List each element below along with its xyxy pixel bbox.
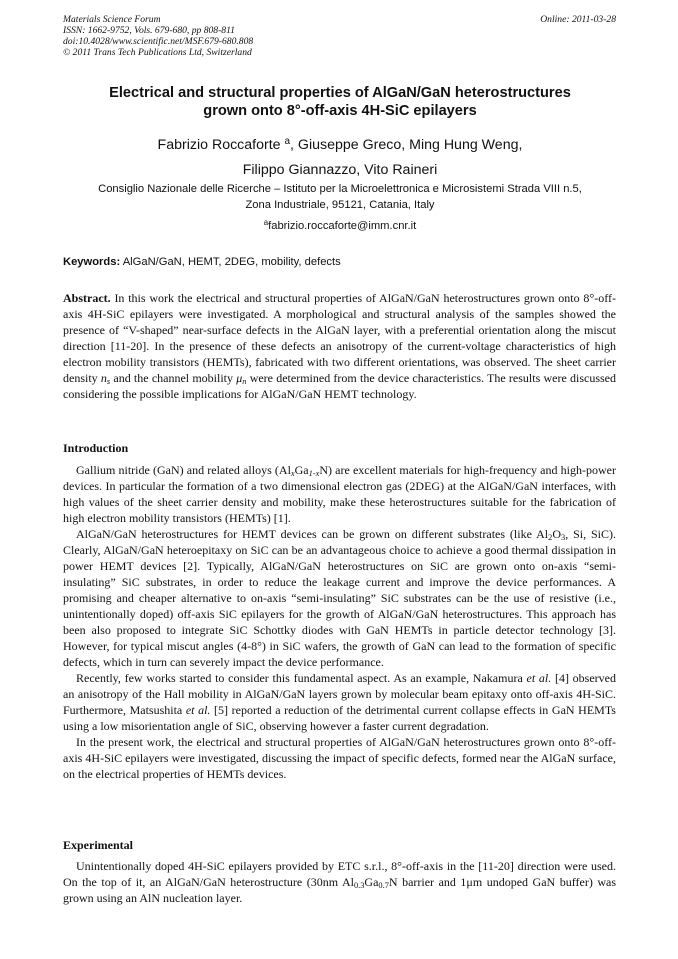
copyright-line: © 2011 Trans Tech Publications Ltd, Switzerland: [63, 47, 252, 58]
affiliation: [40, 181, 640, 213]
issn-line: ISSN: 1662-9752, Vols. 679-680, pp 808-811: [63, 25, 235, 36]
abstract-text-2: and the channel mobility: [110, 371, 237, 385]
intro-paragraph-2: [63, 526, 616, 670]
abstract: [63, 290, 616, 402]
abstract-text-3: were determined from the device characteristics. The results were discussed considering the possible implications for AlGaN/GaN HEMT technology.: [63, 371, 616, 401]
exp-p1-text-a: Unintentionally doped 4H-SiC epilayers provided by ETC s.r.l., 8°-off-axis in the [11-20] direction were used. On the top of it, an AlGaN/GaN heterostructure (30nm Al: [63, 859, 616, 889]
intro-p2-sub-3: 3: [561, 533, 566, 543]
intro-p1-sub-x: x: [290, 469, 295, 479]
intro-p1-text-a: Gallium nitride (GaN) and related alloys (Al: [76, 463, 291, 477]
intro-p3-text-b: [4] observed an anisotropy of the Hall mobility in AlGaN/GaN layers grown by molecular beam epitaxy onto off-axis 4H-SiC. Furthermore, Matsushita: [63, 671, 616, 717]
introduction-heading: Introduction: [63, 441, 129, 455]
keywords-text: AlGaN/GaN, HEMT, 2DEG, mobility, defects: [122, 256, 341, 268]
intro-p1-sub-1x: 1-x: [308, 469, 320, 479]
affiliation-line-2: Zona Industriale, 95121, Catania, Italy: [245, 199, 435, 211]
experimental-heading: Experimental: [63, 838, 133, 852]
exp-paragraph-1: [63, 858, 616, 906]
intro-p1-text-b: Ga: [294, 463, 309, 477]
symbol-ns-sub: s: [106, 377, 111, 387]
doi-line: doi:10.4028/www.scientific.net/MSF.679-680.808: [63, 36, 254, 47]
intro-p3-text-a: Recently, few works started to consider this fundamental aspect. As an example, Nakamura: [76, 671, 527, 685]
authors-line-1: [40, 133, 640, 158]
intro-p1-text-c: N) are excellent materials for high-frequency and high-power devices. In particular the formation of a two dimensional electron gas (2DEG) at the AlGaN/GaN interfaces, with high values of the sheet carrier density and mobility, make these heterostructures suitable for the fabrication of high electron mobility transistors (HEMTs) [1].: [63, 463, 616, 525]
authors-line-2: Filippo Giannazzo, Vito Raineri: [242, 162, 438, 178]
introduction-body: [63, 462, 616, 782]
affiliation-line-1: Consiglio Nazionale delle Ricerche – Istituto per la Microelettronica e Microsistemi Strada VIII n.5,: [98, 183, 582, 195]
exp-p1-mu: μ: [466, 875, 473, 889]
exp-p1-sub-03: 0.3: [353, 881, 365, 891]
online-date: Online: 2011-03-28: [540, 14, 616, 25]
intro-paragraph-1: [63, 462, 616, 526]
experimental-body: [63, 858, 616, 906]
intro-p3-etal-2: et al.: [185, 703, 211, 717]
abstract-label: Abstract.: [63, 291, 111, 305]
symbol-mu: μ: [236, 371, 243, 385]
symbol-ns: n: [100, 371, 107, 385]
intro-p2-text-a: AlGaN/GaN heterostructures for HEMT devices can be grown on different substrates (like Al: [76, 527, 549, 541]
abstract-text-1: In this work the electrical and structural properties of AlGaN/GaN heterostructures grown onto 8°-off-axis 4H-SiC epilayers were investigated. A morphological and structural analysis of the samples showed the presence of “V-shaped” near-surface defects in the AlGaN layer, with a preferential orientation along the miscut direction [11-20]. In the presence of these defects an anisotropy of the current-voltage characteristics of high electron mobility transistors (HEMTs), fabricated with two different orientations, was observed. The sheet carrier density: [63, 291, 616, 385]
intro-p2-sub-2: 2: [548, 533, 553, 543]
exp-p1-sub-07: 0.7: [378, 881, 389, 891]
exp-p1-text-c: N barrier and 1: [388, 875, 467, 889]
authors-rest: , Giuseppe Greco, Ming Hung Weng,: [290, 137, 523, 153]
intro-p3-etal-1: et al.: [526, 671, 552, 685]
intro-p3-text-c: [5] reported a reduction of the detrimental current collapse effects in GaN HEMTs using a low misorientation angle of SiC, observing however a faster current degradation.: [63, 703, 616, 733]
email-address: fabrizio.roccaforte@imm.cnr.it: [268, 220, 417, 232]
title-line-1: Electrical and structural properties of AlGaN/GaN heterostructures: [109, 85, 571, 101]
symbol-mu-sub: n: [242, 377, 247, 387]
journal-name: Materials Science Forum: [63, 14, 161, 25]
intro-p2-text-c: , Si, SiC). Clearly, AlGaN/GaN heteroepitaxy on SiC can be an advantageous choice to achieve a good thermal dissipation in power HEMT devices [2]. Typically, AlGaN/GaN heterostructures on SiC are grown onto on-axis “semi-insulating” SiC substrates, in order to reduce the leakage current and improve the device performances. A promising and cheaper alternative to on-axis “semi-insulating” SiC substrates can be the use of resistive (i.e., unintentionally doped) off-axis SiC epilayers for the growth of AlGaN/GaN heterostructures. This approach has been also proposed to integrate SiC Schottky diodes with GaN HEMTs in particle detector technology [3]. However, for typical miscut angles (4-8°) in SiC wafers, the growth of GaN can lead to the formation of specific defects, which in turn can severely impact the device performance.: [63, 527, 616, 669]
exp-p1-text-d: m undoped GaN buffer) was grown using an AlN nucleation layer.: [63, 875, 617, 905]
journal-header: [63, 14, 616, 58]
email-mark: a: [263, 218, 269, 228]
title-line-2: grown onto 8°-off-axis 4H-SiC epilayers: [203, 103, 477, 119]
keywords: [63, 255, 616, 269]
paper-title: [40, 84, 640, 120]
keywords-label: Keywords:: [63, 256, 121, 268]
author-email: [40, 218, 640, 234]
author-affil-mark: a: [284, 136, 291, 148]
intro-paragraph-4: In the present work, the electrical and structural properties of AlGaN/GaN heterostructures grown onto 8°-off-axis 4H-SiC epilayers were investigated, discussing the impact of specific defects, formed near the AlGaN surface, on the electrical properties of HEMTs devices.: [63, 735, 616, 781]
author-list: [40, 133, 640, 183]
intro-paragraph-3: [63, 670, 616, 734]
intro-p2-text-b: O: [552, 527, 561, 541]
author-first: Fabrizio Roccaforte: [157, 137, 281, 153]
exp-p1-text-b: Ga: [364, 875, 379, 889]
